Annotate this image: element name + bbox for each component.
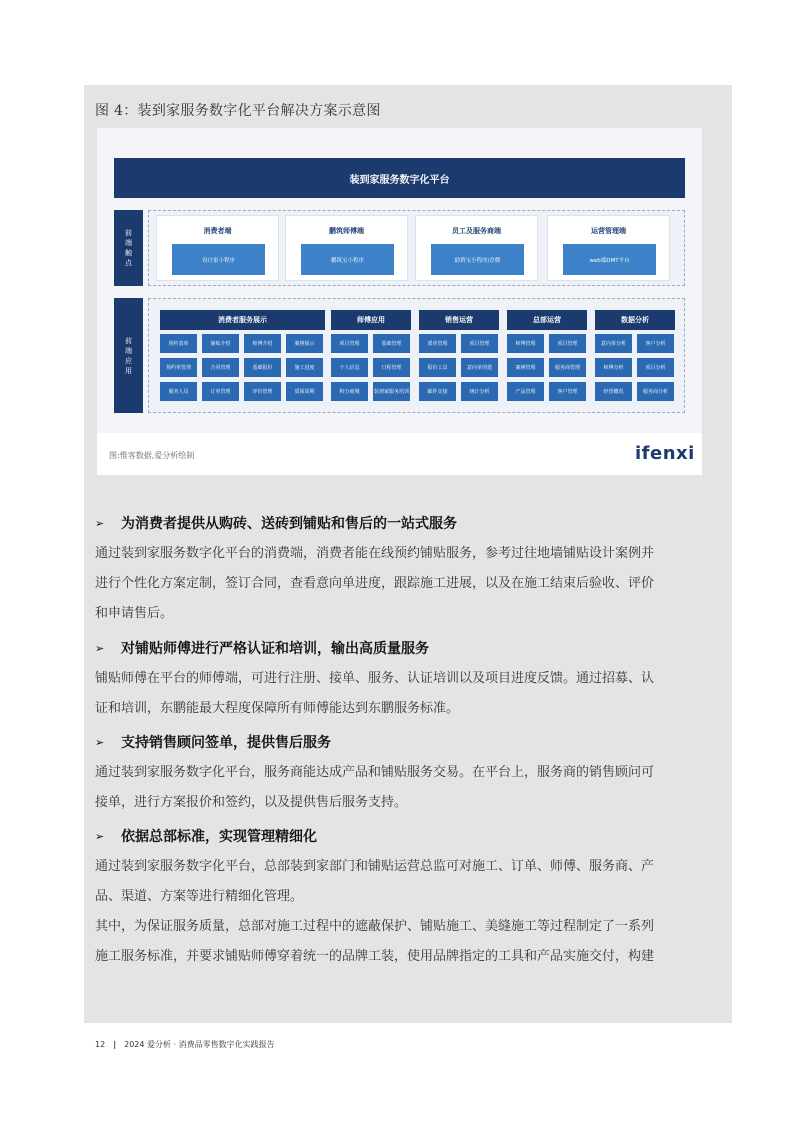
row-label-touchpoints: 前端触点 <box>114 210 143 286</box>
section-paragraph: 通过装到家服务数字化平台，服务商能达成产品和铺贴服务交易。在平台上，服务商的销售顾问可 接单，进行方案报价和签约，以及提供售后服务支持。 <box>95 765 655 810</box>
arrow-bullet-icon: ➢ <box>95 641 105 655</box>
function-cell: 服务商分析 <box>637 382 674 401</box>
footer-separator: | <box>113 1040 117 1049</box>
function-cell: 施工进度 <box>286 358 323 377</box>
footer-title: 2024 爱分析 · 消费品零售数字化实践报告 <box>124 1040 275 1049</box>
row-label-apps: 前端应用 <box>114 298 143 413</box>
function-cell: 基础报价 <box>244 358 281 377</box>
section-paragraph: 通过装到家服务数字化平台，总部装到家部门和铺贴运营总监可对施工、订单、师傅、服务商、产 品、渠道、方案等进行精细化管理。 其中，为保证服务质量，总部对施工过程中的遮蔽保护、铺贴施工、美缝施工等过程制定了一系列 施工服务标准，并要求铺贴师傅穿着统一的品牌工装，使用品牌指定的工具和产品实施交付，构建 <box>95 859 655 964</box>
function-cell: 装到家服务培训 <box>373 382 410 401</box>
function-cell: 派单管理 <box>419 334 456 353</box>
function-cell: 项目分析 <box>637 358 674 377</box>
function-cell: 订单管理 <box>202 382 239 401</box>
function-cell: 案例展示 <box>286 334 323 353</box>
touchpoint-card: 消费者端 设计家小程序 <box>156 215 279 281</box>
function-cell: 基础管理 <box>373 334 410 353</box>
section-heading: ➢ 依据总部标准，实现管理精细化 <box>95 829 317 845</box>
section-paragraph: 铺贴师傅在平台的师傅端，可进行注册、接单、服务、认证培训以及项目进度反馈。通过招募、认 证和培训，东鹏能最大程度保障所有师傅能达到东鹏服务标准。 <box>95 671 655 716</box>
touchpoint-card: 运营管理端 web端DMT平台 <box>547 215 670 281</box>
function-cell: 合同管理 <box>202 358 239 377</box>
function-cell: 师傅管理 <box>507 334 544 353</box>
function-cell: 预约单管理 <box>160 358 197 377</box>
function-cell: 积分商城 <box>331 382 368 401</box>
function-cell: 意向单创建 <box>461 358 498 377</box>
function-cell: 统计分析 <box>461 382 498 401</box>
function-cell: 服务人员 <box>160 382 197 401</box>
figure-caption: 图 4：装到家服务数字化平台解决方案示意图 <box>95 103 381 119</box>
section-heading: ➢ 为消费者提供从购砖、送砖到铺贴和售后的一站式服务 <box>95 516 457 532</box>
arrow-bullet-icon: ➢ <box>95 735 105 749</box>
function-cell: 评价管理 <box>244 382 281 401</box>
function-cell: 项目管理 <box>331 334 368 353</box>
function-cell: 客户分析 <box>637 334 674 353</box>
function-cell: 项目管理 <box>549 334 586 353</box>
section-paragraph: 通过装到家服务数字化平台的消费端，消费者能在线预约铺贴服务，参考过往地墙铺贴设计案例并 进行个性化方案定制，签订合同，查看意向单进度，跟踪施工进展，以及在施工结束后验收、评价 和申请售后。 <box>95 546 655 621</box>
function-cell: 日程管理 <box>373 358 410 377</box>
section-heading: ➢ 对铺贴师傅进行严格认证和培训，输出高质量服务 <box>95 641 429 657</box>
function-cell: 质保周期 <box>286 382 323 401</box>
function-cell: 项目管理 <box>461 334 498 353</box>
arrow-bullet-icon: ➢ <box>95 516 105 530</box>
platform-banner: 装到家服务数字化平台 <box>114 158 685 198</box>
touchpoint-card: 鹏筑师傅端 鹏筑宝小程序 <box>285 215 408 281</box>
figure-source: 图:惟客数据,爱分析绘制 <box>109 451 195 460</box>
function-cell: 报价工具 <box>419 358 456 377</box>
function-cell: 产品管理 <box>507 382 544 401</box>
ifenxi-logo: ifenxi <box>635 443 695 464</box>
function-cell: 邮件交接 <box>419 382 456 401</box>
section-heading: ➢ 支持销售顾问签单，提供售后服务 <box>95 735 331 751</box>
function-cell: 经营概况 <box>595 382 632 401</box>
function-cell: 铺贴介绍 <box>202 334 239 353</box>
figure-diagram: 装到家服务数字化平台 前端触点 消费者端 设计家小程序 鹏筑师傅端 鹏筑宝小程序 员工及服务商端 助销宝小程序/企微 运营管理端 web端DMT平台 前端应用 消费者服务展示 预约表单 铺贴介绍 师傅介绍 案例展示 预约单管理 合同管理 基础报价 施工进度 服务人员 订单管理 评价管理 质保周期 师傅应用 项目管理 基础管理 个人信息 日程管理 积分商城 装到家服务培训 销售运营 派单管理 项目管理 报价工具 意向单创建 邮件交接 统计分析 总部运营 师傅管理 项目管理 案例管理 服务商管理 产品管理 客户管理 数据分析 意向单分析 客户分析 师傅分析 项目分析 经营概况 服务商分析 <box>97 128 702 433</box>
function-cell: 客户管理 <box>549 382 586 401</box>
function-cell: 师傅分析 <box>595 358 632 377</box>
page-number: 12 <box>95 1040 106 1049</box>
function-cell: 师傅介绍 <box>244 334 281 353</box>
function-cell: 案例管理 <box>507 358 544 377</box>
touchpoint-card: 员工及服务商端 助销宝小程序/企微 <box>415 215 538 281</box>
function-cell: 服务商管理 <box>549 358 586 377</box>
function-cell: 预约表单 <box>160 334 197 353</box>
page-footer <box>95 1039 275 1050</box>
figure <box>97 128 702 475</box>
function-cell: 意向单分析 <box>595 334 632 353</box>
arrow-bullet-icon: ➢ <box>95 829 105 843</box>
function-cell: 个人信息 <box>331 358 368 377</box>
